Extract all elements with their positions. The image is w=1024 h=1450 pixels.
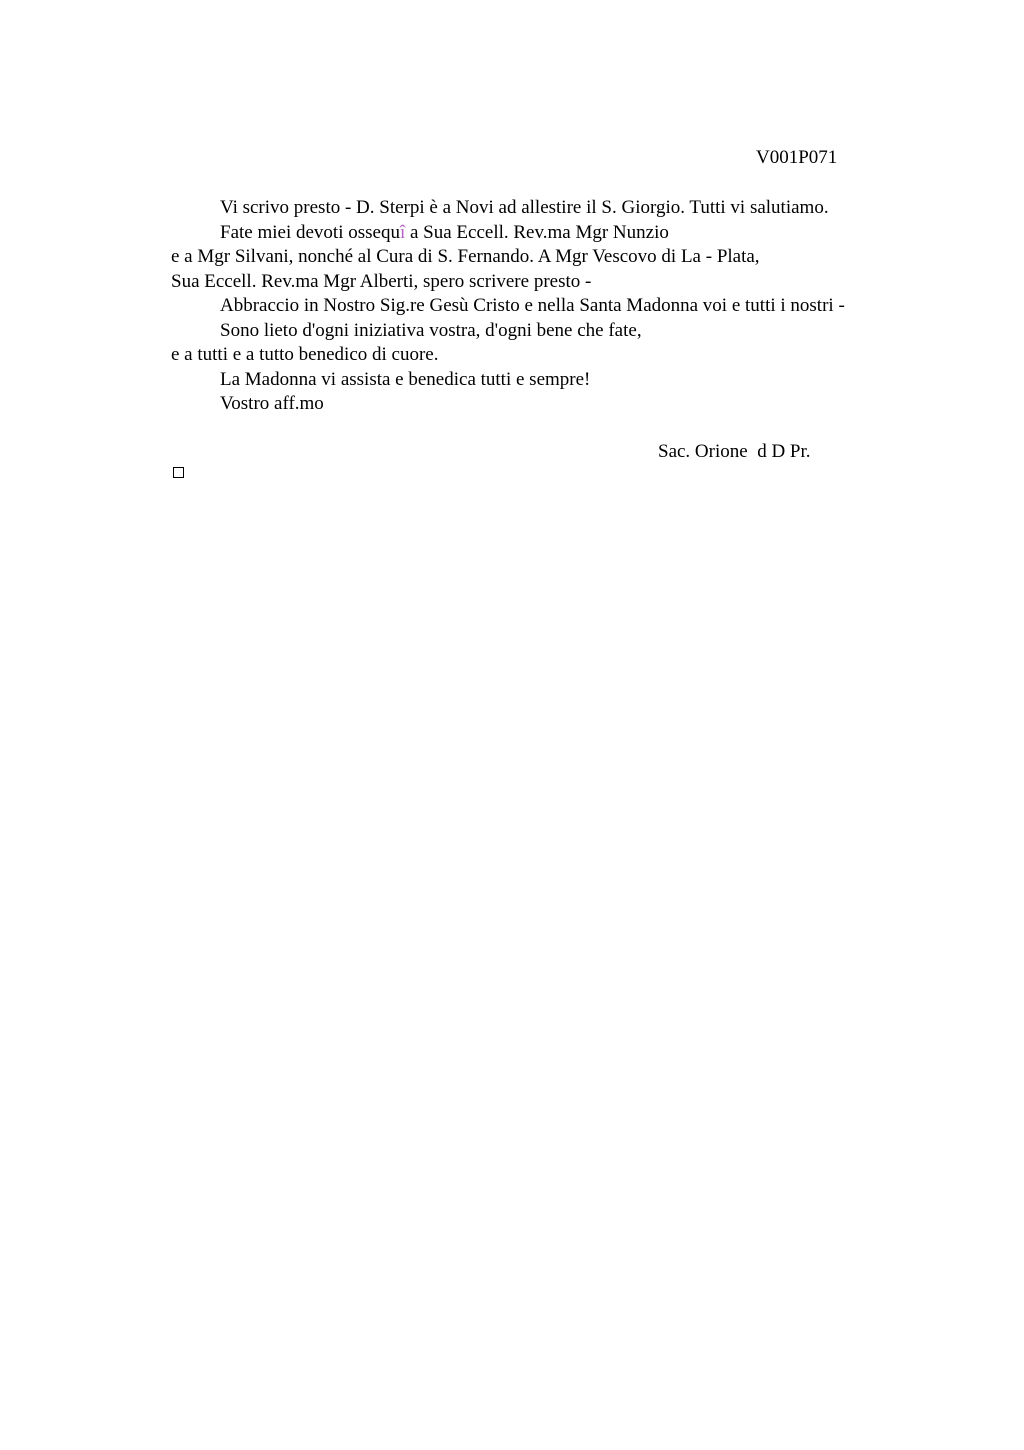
- square-outline-icon: [173, 467, 184, 478]
- letter-line: Sono lieto d'ogni iniziativa vostra, d'ogni bene che fate,: [220, 319, 642, 341]
- line-text: Fate miei devoti ossequ: [220, 221, 400, 243]
- accented-character: î: [399, 221, 406, 243]
- letter-line: Sua Eccell. Rev.ma Mgr Alberti, spero scrivere presto -: [171, 270, 592, 292]
- line-text: a Sua Eccell. Rev.ma Mgr Nunzio: [405, 221, 669, 243]
- letter-line: e a tutti e a tutto benedico di cuore.: [171, 344, 439, 365]
- signature: Sac. Orione d D Pr.: [658, 441, 811, 462]
- letter-line: La Madonna vi assista e benedica tutti e sempre!: [220, 368, 591, 390]
- letter-line: e a Mgr Silvani, nonché al Cura di S. Fernando. A Mgr Vescovo di La - Plata,: [171, 246, 760, 267]
- page-identifier: V001P071: [756, 147, 838, 168]
- closing-line: Vostro aff.mo: [220, 393, 324, 414]
- letter-line: Abbraccio in Nostro Sig.re Gesù Cristo e nella Santa Madonna voi e tutti i nostri -: [220, 295, 845, 316]
- letter-line: Vi scrivo presto - D. Sterpi è a Novi ad allestire il S. Giorgio. Tutti vi salutiamo.: [220, 197, 829, 218]
- letter-body: [171, 196, 931, 417]
- letter-line: [171, 221, 931, 246]
